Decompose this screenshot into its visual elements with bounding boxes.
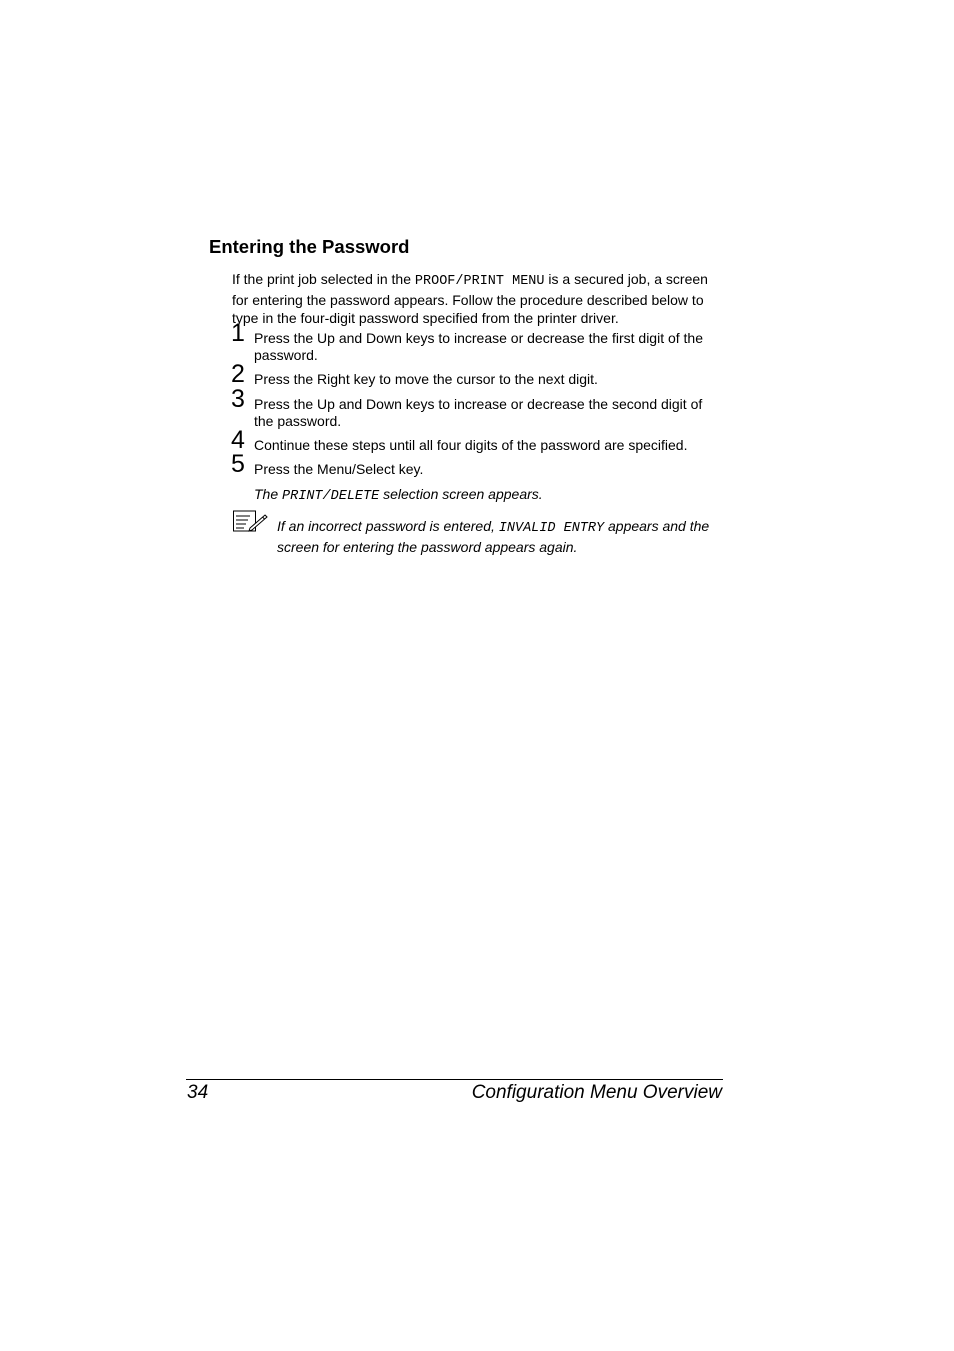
section-heading: Entering the Password (209, 236, 410, 257)
page-number: 34 (187, 1082, 209, 1103)
footer-rule (186, 1079, 723, 1080)
step-number: 2 (231, 360, 245, 388)
step-text: Press the Right key to move the cursor to the next digit. (254, 371, 598, 387)
intro-text-start: If the print job selected in the (232, 271, 415, 287)
screen-name-code: PRINT/DELETE (282, 489, 380, 504)
step-text: Continue these steps until all four digits of the password are specified. (254, 437, 688, 453)
note-text (277, 517, 725, 556)
intro-text-end: is a secured job, a screen for entering the password appears. Follow the procedure described below to type in the four-digit password specified from the printer driver. (232, 271, 708, 326)
intro-paragraph (232, 270, 722, 327)
menu-name-code: PROOF/PRINT MENU (414, 274, 545, 289)
step-number: 4 (231, 426, 245, 454)
step-number: 3 (231, 385, 245, 413)
footer-title: Configuration Menu Overview (471, 1082, 722, 1103)
note-text-end: appears and the screen for entering the password appears again. (277, 518, 710, 555)
error-message-code: INVALID ENTRY (498, 521, 605, 536)
step-text: Press the Menu/Select key. (254, 461, 424, 477)
note-pencil-icon (232, 509, 268, 533)
step-number: 5 (231, 450, 245, 478)
result-text-start: The (254, 486, 283, 502)
step-number: 1 (231, 319, 245, 347)
step-text: Press the Up and Down keys to increase or decrease the first digit of the password. (254, 330, 704, 363)
step-text: Press the Up and Down keys to increase or decrease the second digit of the password. (254, 396, 703, 429)
result-text-end: selection screen appears. (379, 486, 543, 502)
step-result (254, 485, 543, 506)
note-text-start: If an incorrect password is entered, (277, 518, 499, 534)
